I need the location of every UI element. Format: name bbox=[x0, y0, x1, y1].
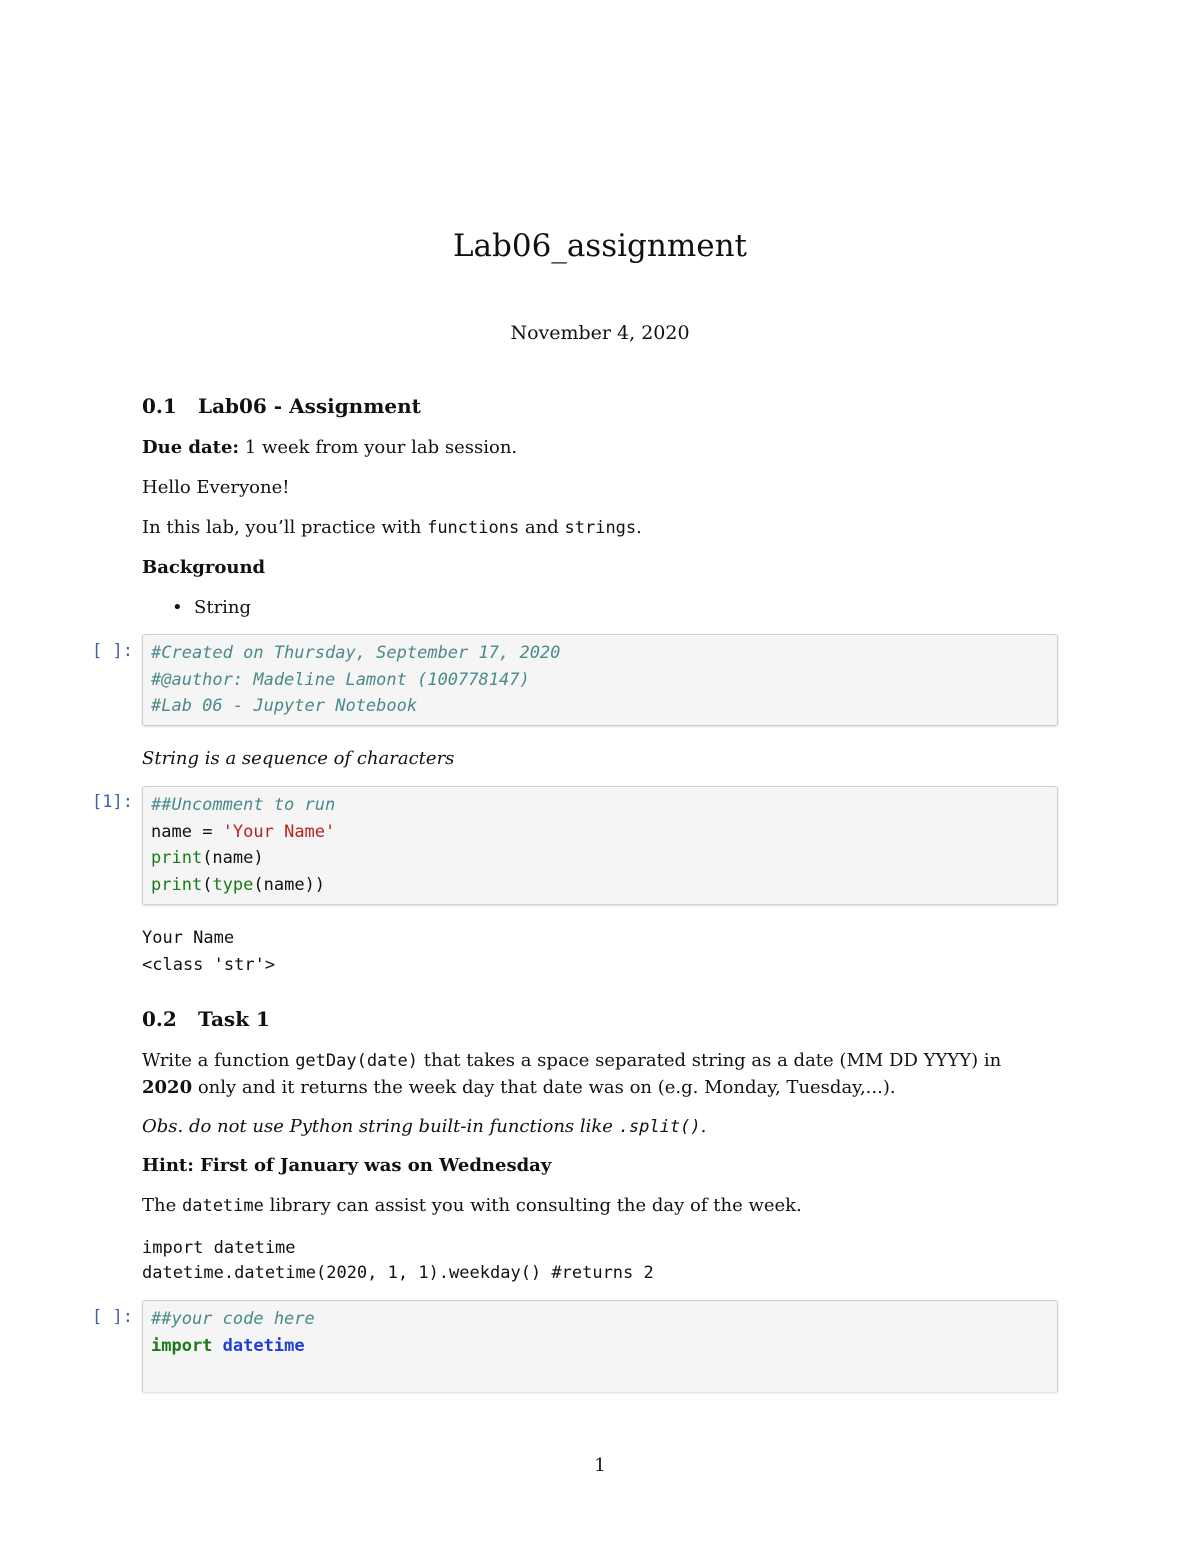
section-number: 0.2 bbox=[142, 1007, 177, 1031]
cell-prompt: [ ]: bbox=[92, 641, 133, 661]
bullet-item bbox=[172, 597, 251, 618]
background-heading: Background bbox=[142, 557, 266, 578]
bullet-icon: • bbox=[172, 597, 183, 618]
code-line: print(type(name)) bbox=[151, 875, 326, 896]
section-heading-0-1 bbox=[142, 394, 421, 418]
example-line: datetime.datetime(2020, 1, 1).weekday() #returns 2 bbox=[142, 1263, 654, 1283]
cell-output bbox=[142, 925, 275, 979]
output-line: <class 'str'> bbox=[142, 955, 276, 975]
cell-prompt: [ ]: bbox=[92, 1307, 133, 1327]
code-cell-task1[interactable] bbox=[142, 1300, 1058, 1392]
datetime-note: The datetime library can assist you with consulting the day of the week. bbox=[142, 1195, 802, 1216]
code-line: print(name) bbox=[151, 848, 264, 869]
code-cell-string-demo[interactable] bbox=[142, 786, 1058, 905]
document-date: November 4, 2020 bbox=[510, 322, 690, 344]
code-line: #Lab 06 - Jupyter Notebook bbox=[151, 696, 418, 717]
page-number: 1 bbox=[594, 1455, 606, 1476]
bullet-text: String bbox=[194, 597, 252, 618]
section-heading-0-2 bbox=[142, 1007, 270, 1031]
code-datetime: datetime bbox=[181, 1196, 264, 1216]
example-line: import datetime bbox=[142, 1238, 296, 1258]
code-cell-header-comments[interactable] bbox=[142, 634, 1058, 726]
document-title: Lab06_assignment bbox=[452, 228, 748, 264]
code-getday: getDay(date) bbox=[295, 1051, 419, 1071]
section-title: Lab06 - Assignment bbox=[198, 394, 421, 418]
code-split: .split() bbox=[618, 1117, 701, 1137]
code-functions: functions bbox=[427, 518, 520, 538]
intro-paragraph: In this lab, you’ll practice with functions and strings. bbox=[142, 517, 642, 538]
due-date-text: 1 week from your lab session. bbox=[239, 437, 518, 458]
code-line: ##your code here bbox=[151, 1309, 315, 1329]
task-line-2: 2020 only and it returns the week day that date was on (e.g. Monday, Tuesday,...). bbox=[142, 1077, 896, 1098]
task-line-1: Write a function getDay(date) that takes a space separated string as a date (MM DD YYYY) in bbox=[142, 1050, 1002, 1071]
example-code bbox=[142, 1236, 654, 1286]
code-strings: strings bbox=[564, 518, 637, 538]
string-definition: String is a sequence of characters bbox=[142, 748, 455, 769]
code-line: #@author: Madeline Lamont (100778147) bbox=[151, 669, 530, 690]
code-line: #Created on Thursday, September 17, 2020 bbox=[151, 643, 561, 663]
greeting: Hello Everyone! bbox=[142, 477, 290, 498]
code-line: import datetime bbox=[151, 1335, 305, 1356]
due-date-label: Due date: bbox=[142, 437, 240, 458]
cell-prompt: [1]: bbox=[92, 792, 133, 812]
code-line: ##Uncomment to run bbox=[151, 795, 336, 815]
output-line: Your Name bbox=[142, 928, 235, 948]
hint: Hint: First of January was on Wednesday bbox=[142, 1155, 552, 1176]
obs-note: Obs. do not use Python string built-in functions like .split(). bbox=[142, 1116, 707, 1137]
due-date-paragraph bbox=[142, 437, 517, 458]
section-number: 0.1 bbox=[142, 394, 177, 418]
section-title: Task 1 bbox=[198, 1007, 270, 1031]
code-line: name = 'Your Name' bbox=[151, 821, 336, 842]
